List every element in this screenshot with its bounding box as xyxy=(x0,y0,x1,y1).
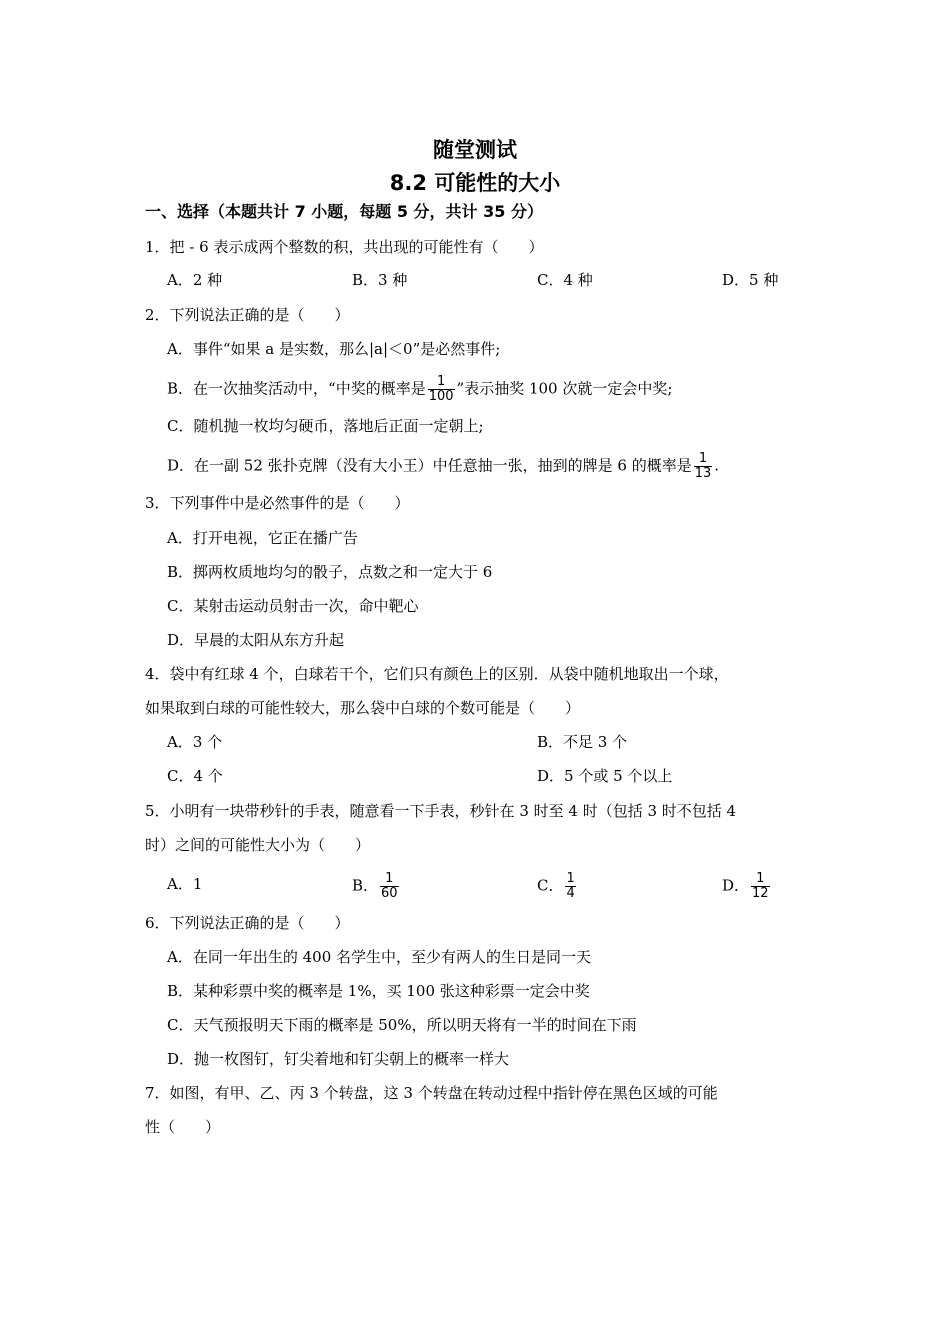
question-3-option-d: D．早晨的太阳从东方升起 xyxy=(167,631,345,649)
page-title: 随堂测试 xyxy=(433,138,517,162)
fraction-denominator: 100 xyxy=(428,389,454,404)
question-7-stem-line-1: 7．如图，有甲、乙、丙 3 个转盘，这 3 个转盘在转动过程中指针停在黑色区域的可能 xyxy=(145,1084,718,1102)
fraction-numerator: 1 xyxy=(698,451,708,466)
question-2-option-d-text-start: D．在一副 52 张扑克牌（没有大小王）中任意抽一张，抽到的牌是 6 的概率是 xyxy=(167,456,692,475)
question-3-option-b: B．掷两枚质地均匀的骰子，点数之和一定大于 6 xyxy=(167,563,493,581)
question-2-option-b xyxy=(167,375,672,404)
question-3-option-a: A．打开电视，它正在播广告 xyxy=(167,529,358,547)
fraction-1-100 xyxy=(428,375,455,404)
question-5-option-d-label: D． xyxy=(722,876,750,895)
question-6-stem: 6．下列说法正确的是（ ） xyxy=(145,914,350,932)
question-1-option-a: A．2 种 xyxy=(167,271,223,289)
question-5-option-d xyxy=(722,872,772,901)
question-1-stem: 1．把 - 6 表示成两个整数的积，共出现的可能性有（ ） xyxy=(145,238,544,256)
question-4-option-a: A．3 个 xyxy=(167,733,223,751)
question-4-option-c: C．4 个 xyxy=(167,767,223,785)
question-6-option-c: C．天气预报明天下雨的概率是 50%，所以明天将有一半的时间在下雨 xyxy=(167,1016,637,1034)
question-1-option-c: C．4 种 xyxy=(537,271,593,289)
question-5-option-c-label: C． xyxy=(537,876,564,895)
fraction-1-60 xyxy=(380,872,399,901)
fraction-1-12 xyxy=(751,872,770,901)
question-2-stem: 2．下列说法正确的是（ ） xyxy=(145,306,350,324)
question-2-option-b-text-end: ”表示抽奖 100 次就一定会中奖; xyxy=(456,379,673,398)
fraction-numerator: 1 xyxy=(385,871,394,886)
question-5-stem-line-1: 5．小明有一块带秒针的手表，随意看一下手表，秒针在 3 时至 4 时（包括 3 时不包括 4 xyxy=(145,802,737,820)
question-1-option-b: B．3 种 xyxy=(352,271,408,289)
fraction-numerator: 1 xyxy=(566,871,575,886)
question-3-option-c: C．某射击运动员射击一次，命中靶心 xyxy=(167,597,419,615)
section-heading: 一、选择（本题共计 7 小题，每题 5 分，共计 35 分） xyxy=(145,202,543,221)
fraction-1-13 xyxy=(694,452,713,481)
question-4-option-b: B．不足 3 个 xyxy=(537,733,628,751)
fraction-denominator: 12 xyxy=(752,886,769,901)
question-3-stem: 3．下列事件中是必然事件的是（ ） xyxy=(145,494,410,512)
question-5-option-c xyxy=(537,872,578,901)
fraction-1-4 xyxy=(565,872,575,901)
question-7-stem-line-2: 性（ ） xyxy=(145,1118,221,1136)
fraction-numerator: 1 xyxy=(436,374,446,389)
question-2-option-b-text-start: B．在一次抽奖活动中，“中奖的概率是 xyxy=(167,379,426,398)
question-5-option-a: A．1 xyxy=(167,875,203,893)
question-4-option-d: D．5 个或 5 个以上 xyxy=(537,767,673,785)
question-6-option-d: D．抛一枚图钉，钉尖着地和钉尖朝上的概率一样大 xyxy=(167,1050,510,1068)
question-6-option-a: A．在同一年出生的 400 名学生中，至少有两人的生日是同一天 xyxy=(167,948,592,966)
question-2-option-c: C．随机抛一枚均匀硬币，落地后正面一定朝上; xyxy=(167,417,484,435)
question-2-option-d xyxy=(167,452,719,481)
question-6-option-b: B．某种彩票中奖的概率是 1%，买 100 张这种彩票一定会中奖 xyxy=(167,982,590,1000)
question-5-option-b-label: B． xyxy=(352,876,379,895)
fraction-denominator: 13 xyxy=(694,466,712,481)
question-5-stem-line-2: 时）之间的可能性大小为（ ） xyxy=(145,836,371,854)
question-2-option-d-text-end: . xyxy=(714,456,720,475)
question-2-option-a: A．事件“如果 a 是实数，那么|a|＜0”是必然事件; xyxy=(167,340,501,358)
fraction-denominator: 60 xyxy=(381,886,398,901)
fraction-numerator: 1 xyxy=(756,871,765,886)
question-5-option-b xyxy=(352,872,401,901)
question-4-stem-line-2: 如果取到白球的可能性较大，那么袋中白球的个数可能是（ ） xyxy=(145,699,581,717)
question-4-stem-line-1: 4．袋中有红球 4 个，白球若干个，它们只有颜色上的区别．从袋中随机地取出一个球， xyxy=(145,665,729,683)
question-1-option-d: D．5 种 xyxy=(722,271,779,289)
fraction-denominator: 4 xyxy=(566,886,575,901)
page-subtitle: 8.2 可能性的大小 xyxy=(389,171,561,195)
